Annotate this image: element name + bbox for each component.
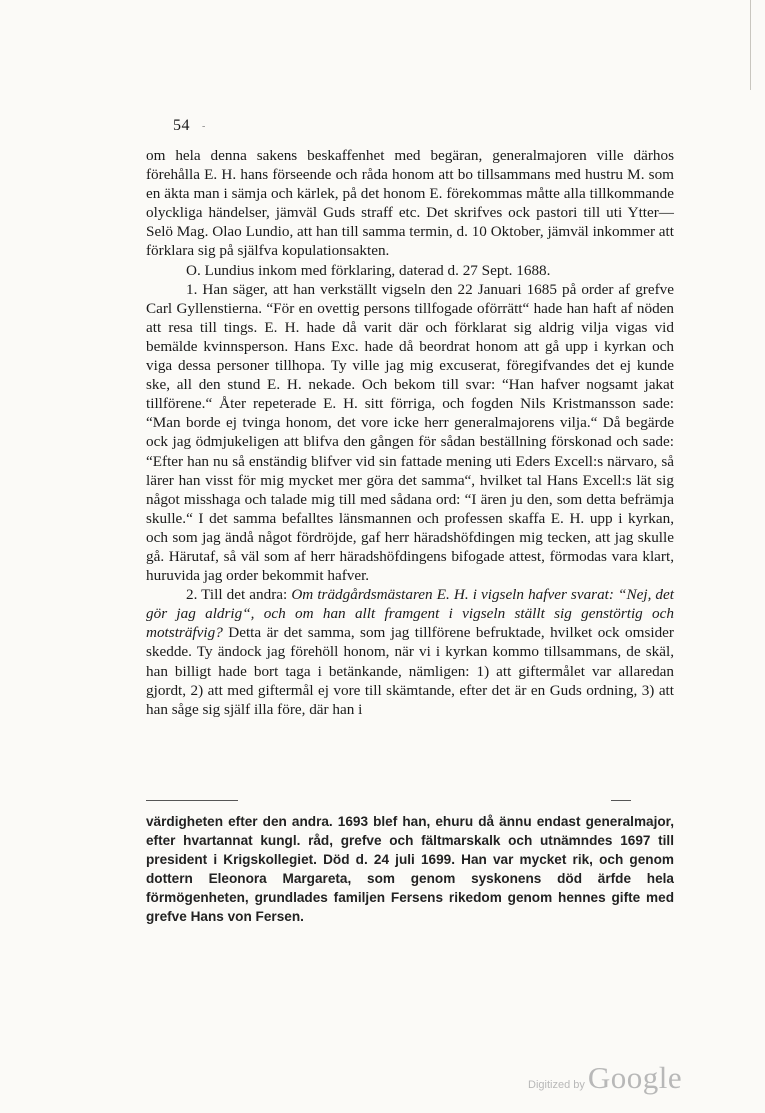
paragraph-4-start: 2. Till det andra: bbox=[186, 586, 292, 604]
watermark-small-text: Digitized by bbox=[528, 1079, 585, 1091]
main-text bbox=[146, 146, 674, 719]
paragraph-4-end: Detta är det samma, som jag tillförene befruktade, hvilket ock omsider skedde. Ty ändock jag förehöll honom, när vi i kyrkan kommo tillsammans, de skäl, han billigt hade bort taga i betänkande, nämligen: 1) att giftermålet var allaredan gjordt, 2) att med giftermål ej vore till skämtande, efter det är en Guds ordning, 3) att han såge sig själf illa före, där han i bbox=[146, 624, 674, 718]
page-number-value: 54 bbox=[173, 117, 190, 134]
footnote-rule bbox=[146, 800, 238, 801]
paragraph-1: om hela denna sakens beskaffenhet med begäran, generalmajoren ville därhos förehålla E. H. hans förseende och råda honom att bo tillsammans med hustru M. som en äkta man i sämja och kärlek, på det honom E. förekommas måtte alla tillkommande olyckliga händelser, jämväl Guds straff etc. Det skrifves ock pastori till uti Ytter—Selö Mag. Olao Lundio, att han till samma termin, d. 10 Oktober, jämväl inkommer att förklara sig på själfva kopulationsakten. bbox=[146, 147, 674, 260]
paragraph-2: O. Lundius inkom med förklaring, daterad d. 27 Sept. 1688. bbox=[186, 261, 551, 279]
watermark-logo-text: Google bbox=[587, 1060, 683, 1095]
google-watermark bbox=[528, 1060, 682, 1096]
paragraph-4-italic: Om trädgårdsmästaren E. H. i vigseln hafver svarat: “Nej, det gör jag aldrig“, och om han allt framgent i vigseln ställt sig genstörtig och motsträfvig? bbox=[146, 586, 674, 642]
paragraph-3: 1. Han säger, att han verkställt vigseln den 22 Januari 1685 på order af grefve Carl Gyllenstierna. “För en ovettig persons tillfogade oförrätt“ hade han haft af nöden att resa till tings. E. H. hade då varit där och förklarat sig aldrig vilja vigas vid bemälde kvinnsperson. Hans Exc. hade då beordrat honom att gå upp i kyrkan och viga dessa personer tillhopa. Ty ville jag mig excuserat, föregifvandes det ej kunde ske, all den stund E. H. nekade. Och bekom till svar: “Han hafver nogsamt jakat tillförene.“ Åter repeterade E. H. sitt förriga, och fogden Nils Kristmansson sade: “Man borde ej tvinga honom, det vore icke herr generalmajorens vilja.“ Då begärde ock jag ödmjukeligen att blifva den gången för sådan beställning förskonad och sade: “Efter han nu så enständig blifver vid sin fattade mening uti Eders Excell:s närvaro, så lärer han visst för mig mycket mer göra det samma“, hvilket tal Hans Excell:s lät sig något misshaga och talade mig till med sådana ord: “I ären ju den, som detta befrämja skulle.“ I det samma befalltes länsmannen och professen skaffa E. H. upp i kyrkan, och som jag ändå något fördröjde, gaf herr häradshöfdingen mig tecken, att jag skulle gå. Härutaf, så väl som af herr häradshöfdingens bifogade attest, förmodas vara klart, huruvida jag order bekommit hafver. bbox=[146, 280, 674, 585]
page-number bbox=[173, 117, 206, 135]
page-number-dash: - bbox=[202, 120, 206, 132]
footnote: värdigheten efter den andra. 1693 blef han, ehuru då ännu endast generalmajor, efter hvartannat kungl. råd, grefve och fältmarskalk och utnämndes 1697 till president i Krigskollegiet. Död d. 24 juli 1699. Han var mycket rik, och genom dottern Eleonora Margareta, som genom syskonens död ärfde hela förmögenheten, grundlades familjen Fersens rikedom genom hennes gifte med grefve Hans von Fersen. bbox=[146, 814, 674, 924]
paragraph-4 bbox=[146, 585, 674, 719]
page-edge-line bbox=[750, 0, 751, 90]
footnote-rule-short bbox=[611, 800, 631, 801]
